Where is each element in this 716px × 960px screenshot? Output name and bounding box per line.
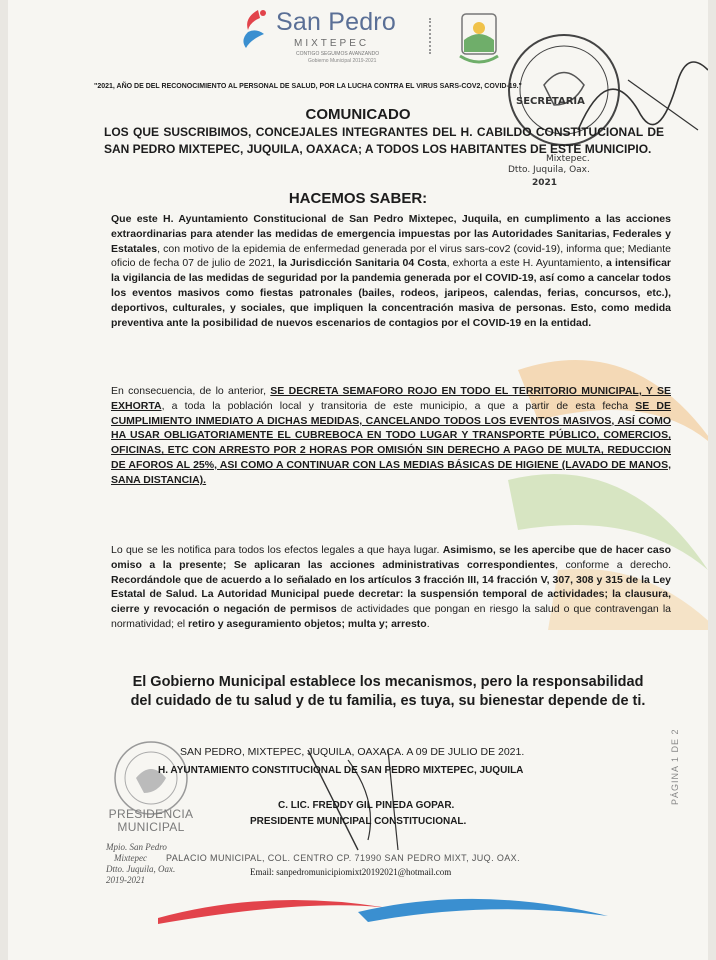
brand-subtitle: MIXTEPEC bbox=[294, 38, 370, 49]
page-number: PÁGINA 1 DE 2 bbox=[670, 728, 680, 805]
brand-period: Gobierno Municipal 2019-2021 bbox=[308, 58, 377, 64]
footer-swoosh-graphic bbox=[158, 888, 608, 928]
footer-address: PALACIO MUNICIPAL, COL. CENTRO CP. 71990 SAN PEDRO MIXT, JUQ. OAX. bbox=[166, 853, 520, 863]
seal-text-2: Mixtepec. bbox=[546, 154, 590, 164]
paragraph-1: Que este H. Ayuntamiento Constitucional de San Pedro Mixtepec, Juquila, en cumplimento a las acciones extraordinarias para atender las medidas de emergencia impuestas por las Autoridades Sanitarias, Federales y Estatales, con motivo de la epidemia de enfermedad generada por el virus sars-cov2 (covid-19), informa que; Mediante oficio de fecha 07 de julio de 2021, la Jurisdicción Sanitaria 04 Costa, exhorta a este H. Ayuntamiento, a intensificar la vigilancia de las medidas de seguridad por la pandemia generada por el COVID-19, así como a cancelar todos los eventos masivos como fiestas patronales (bailes, rodeos, jaripeos, calendas, ferias, concursos, etc.), deportivos, culturales, y sociales, que impliquen la concentración masiva de personas. Esto, como medida preventiva ante la posibilidad de nuevos escenarios de contagios por el COVID-19 en la entidad. bbox=[111, 213, 671, 329]
signer-role: PRESIDENTE MUNICIPAL CONSTITUCIONAL. bbox=[250, 816, 467, 827]
seal-text-1: SECRETARIA bbox=[516, 96, 585, 107]
section-heading: HACEMOS SABER: bbox=[288, 190, 428, 207]
signer-name: C. LIC. FREDDY GIL PINEDA GOPAR. bbox=[278, 800, 455, 811]
stamp-label: PRESIDENCIA MUNICIPAL bbox=[108, 807, 194, 834]
paragraph-2: En consecuencia, de lo anterior, SE DECRETA SEMAFORO ROJO EN TODO EL TERRITORIO MUNICIPAL, Y SE EXHORTA, a toda la población local y transitoria de este municipio, a que a partir de esta fecha SE DE CUMPLIMIENTO INMEDIATO A DICHAS MEDIDAS, CANCELANDO TODOS LOS EVENTOS MASIVOS, ASÍ COMO HA USAR OBLIGATORIAMENTE EL CUBREBOCA EN TODO LUGAR Y TRANSPORTE PÚBLICO, COMERCIOS, OFICINAS, ETC CON ARRESTO POR 2 HORAS POR OMISIÓN SIN DERECHO A PAGO DE MULTA, REDUCCION DE AFOROS AL 25%, ASI COMO A CONTINUAR CON LAS MEDIAS BÁSICAS DE HIGIENE (LAVADO DE MANOS, SANA DISTANCIA). bbox=[111, 385, 671, 486]
san-pedro-logo-icon bbox=[238, 8, 272, 50]
issuing-entity: H. AYUNTAMIENTO CONSTITUCIONAL DE SAN PEDRO MIXTEPEC, JUQUILA bbox=[158, 765, 524, 776]
footer-email: Email: sanpedromunicipiomixt20192021@hotmail.com bbox=[250, 867, 452, 877]
stamp-note: Mpio. San Pedro Mixtepec Dtto. Juquila, Oax. 2019-2021 bbox=[106, 842, 176, 885]
place-and-date: SAN PEDRO, MIXTEPEC, JUQUILA, OAXACA. A 09 DE JULIO DE 2021. bbox=[180, 746, 525, 758]
paragraph-3: Lo que se les notifica para todos los efectos legales a que haya lugar. Asimismo, se les apercibe que de hacer caso omiso a la presente; Se aplicaran las acciones administrativas correspondientes, conforme a derecho. Recordándole que de acuerdo a lo señalado en los artículos 3 fracción III, 14 fracción V, 307, 308 y 315 de la Ley Estatal de Salud. La Autoridad Municipal puede decretar: la suspensión temporal de actividades; la clausura, cierre y revocación o negación de permisos de actividades que pongan en riesgo la salud o que contravengan la normatividad; el retiro y aseguramiento objetos; multa y; arresto. bbox=[111, 544, 671, 630]
document-title: COMUNICADO bbox=[305, 106, 411, 123]
brand-tagline: CONTIGO SEGUIMOS AVANZANDO bbox=[296, 51, 380, 57]
intro-paragraph: LOS QUE SUSCRIBIMOS, CONCEJALES INTEGRANTES DEL H. CABILDO CONSTITUCIONAL DE SAN PEDRO MIXTEPEC, JUQUILA, OAXACA; A TODOS LOS HABITANTES DE ESTE MUNICIPIO. bbox=[104, 125, 664, 156]
seal-text-3: Dtto. Juquila, Oax. bbox=[508, 165, 590, 175]
brand-name: San Pedro bbox=[276, 8, 396, 36]
seal-text-4: 2021 bbox=[532, 178, 558, 188]
municipal-crest-icon bbox=[456, 10, 502, 70]
official-slogan: "2021, AÑO DE DEL RECONOCIMIENTO AL PERSONAL DE SALUD, POR LA LUCHA CONTRA EL VIRUS SARS-COV2, COVID-19." bbox=[94, 83, 522, 90]
closing-statement: El Gobierno Municipal establece los mecanismos, pero la responsabilidad del cuidado de tu salud y de tu familia, es tuya, su bienestar depende de ti. bbox=[130, 674, 646, 709]
header-divider bbox=[429, 18, 433, 54]
document-page bbox=[8, 0, 708, 960]
